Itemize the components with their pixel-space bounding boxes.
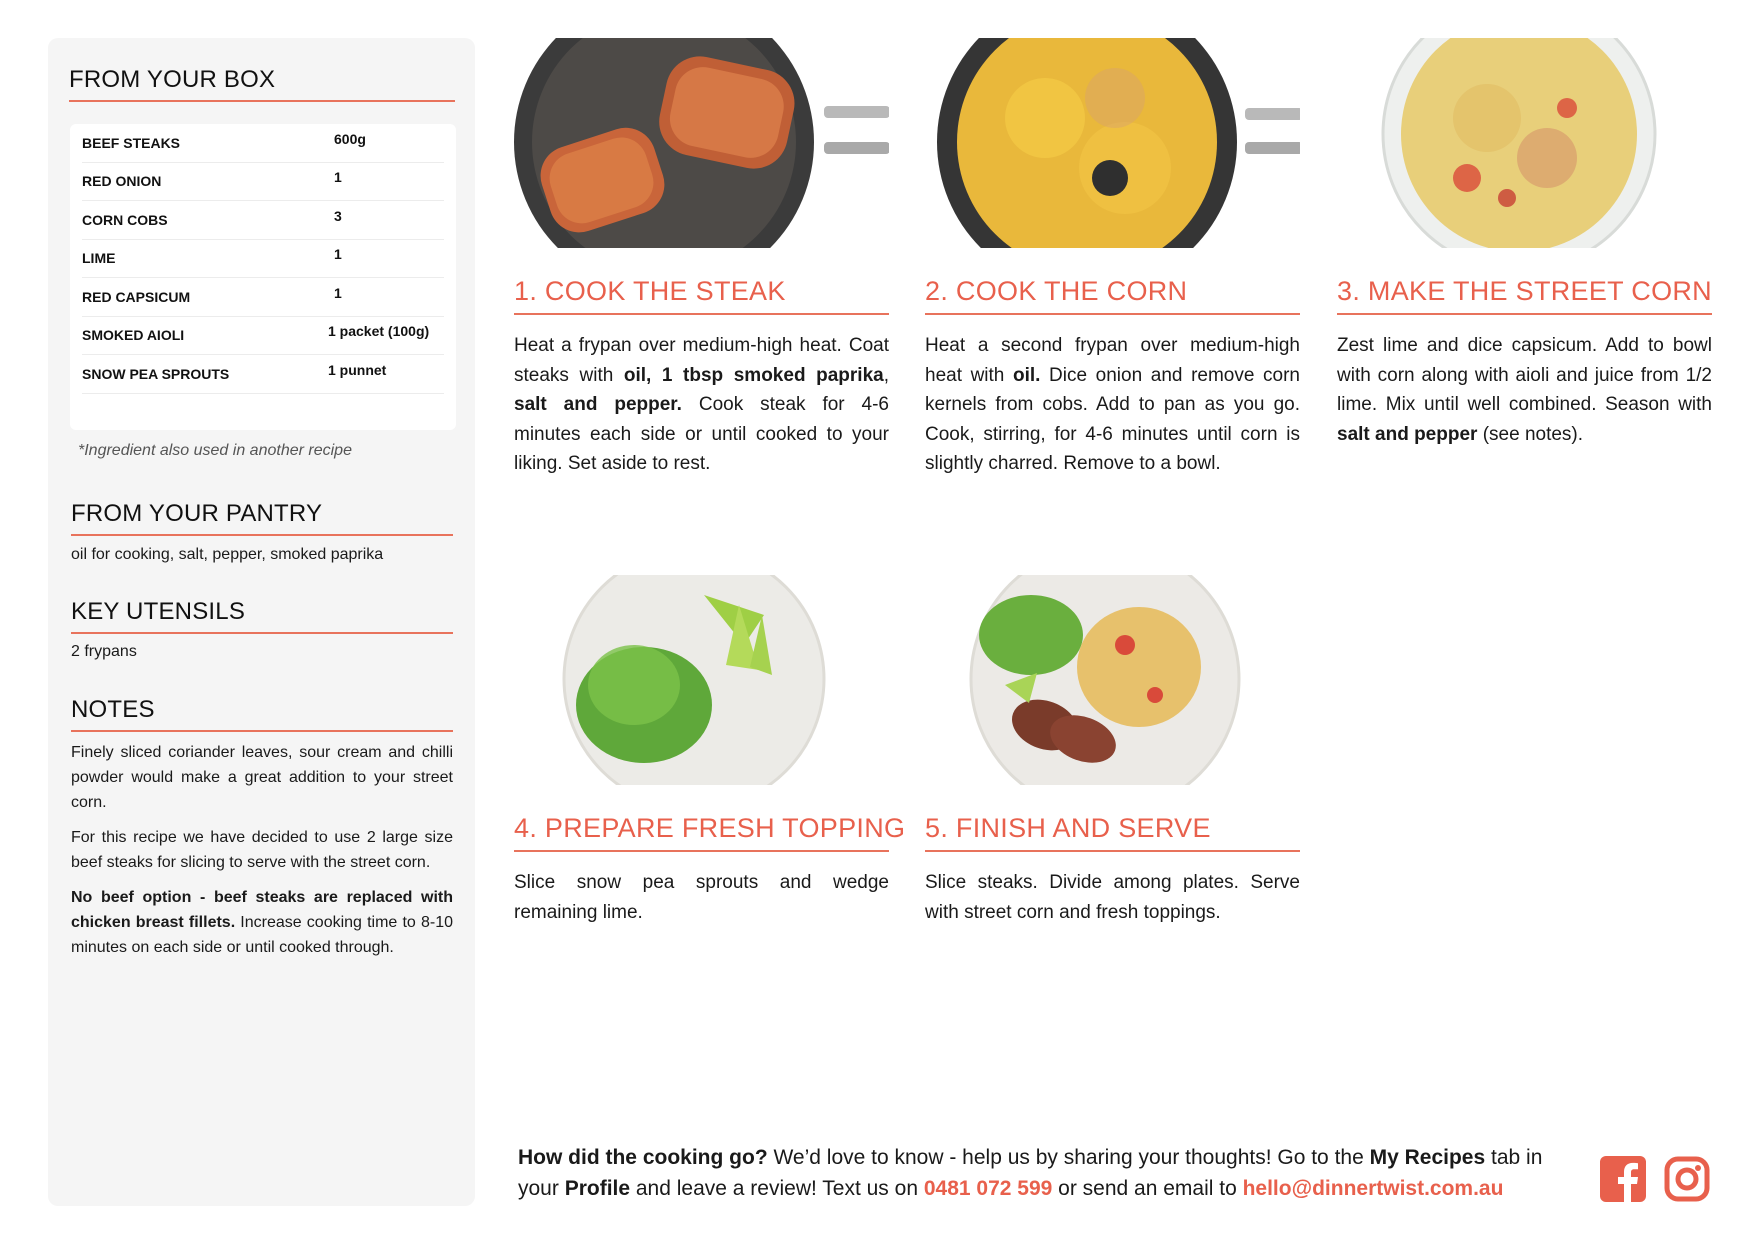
ingredient-name: BEEF STEAKS (82, 134, 181, 151)
note-bold: No beef option - beef steaks are replaced with chicken breast fillets. (71, 889, 453, 931)
plated-dish-photo (925, 575, 1300, 785)
ingredient-name: CORN COBS (82, 211, 168, 228)
ingredient-qty: 1 (334, 246, 342, 263)
corn-pan-photo (925, 38, 1300, 248)
note-paragraph: Finely sliced coriander leaves, sour cream and chilli powder would make a great addition to your street corn. (71, 744, 453, 811)
step-title: 4. PREPARE FRESH TOPPING (514, 813, 889, 852)
step-3 (1337, 38, 1712, 449)
table-row (82, 240, 444, 279)
step-5 (925, 575, 1300, 927)
ingredient-qty: 1 (334, 284, 342, 301)
profile-link[interactable]: Profile (564, 1177, 631, 1200)
ingredient-name: SNOW PEA SPROUTS (82, 365, 230, 382)
pantry-text: oil for cooking, salt, pepper, smoked paprika (71, 546, 384, 563)
step-1 (514, 38, 889, 479)
ingredient-qty: 3 (334, 207, 342, 224)
table-row (82, 124, 444, 163)
step-instructions: Zest lime and dice capsicum. Add to bowl with corn along with aioli and juice from 1/2 lime. Mix until well combined. Season with salt and pepper (see notes). (1337, 335, 1712, 445)
step-title: 3. MAKE THE STREET CORN (1337, 276, 1712, 315)
step-4 (514, 575, 906, 927)
ingredient-name: SMOKED AIOLI (82, 327, 185, 344)
step-instructions: Heat a frypan over medium-high heat. Coat steaks with oil, 1 tbsp smoked paprika, salt and pepper. Cook steak for 4-6 minutes each side or until cooked to your liking. Set aside to rest. (514, 335, 889, 474)
my-recipes-link[interactable]: My Recipes (1369, 1146, 1486, 1169)
from-your-box-heading: FROM YOUR BOX (69, 66, 455, 102)
table-row (82, 201, 444, 240)
note-paragraph: For this recipe we have decided to use 2 large size beef steaks for slicing to serve with the street corn. (71, 829, 453, 871)
step-instructions: Slice steaks. Divide among plates. Serve with street corn and fresh toppings. (925, 872, 1300, 923)
step-title: 5. FINISH AND SERVE (925, 813, 1300, 852)
ingredient-footnote: *Ingredient also used in another recipe (78, 442, 352, 459)
step-instructions: Slice snow pea sprouts and wedge remaining lime. (514, 872, 889, 923)
sprouts-lime-photo (514, 575, 889, 785)
step-title: 1. COOK THE STEAK (514, 276, 889, 315)
ingredient-qty: 1 packet (100g) (328, 323, 430, 340)
ingredient-qty: 1 (334, 169, 342, 186)
facebook-icon[interactable] (1600, 1156, 1646, 1202)
table-row (82, 355, 444, 394)
feedback-footer: How did the cooking go? We’d love to know - help us by sharing your thoughts! Go to the My Recipes tab in your Profile and leave a review! Text us on 0481 072 599 or send an email to hello@dinnertwist.com.au (518, 1146, 1543, 1200)
ingredients-table (70, 124, 456, 430)
notes-body (71, 740, 453, 970)
steak-pan-photo (514, 38, 889, 248)
from-your-pantry-heading: FROM YOUR PANTRY (71, 500, 453, 536)
notes-heading: NOTES (71, 696, 453, 732)
table-row (82, 278, 444, 317)
street-corn-bowl-photo (1337, 38, 1712, 248)
instagram-icon[interactable] (1664, 1156, 1710, 1202)
email-link[interactable]: hello@dinnertwist.com.au (1242, 1177, 1504, 1200)
feedback-question: How did the cooking go? (518, 1146, 768, 1169)
note-text: Increase cooking time to 8-10 minutes on each side or until cooked through. (71, 914, 453, 956)
ingredient-qty: 600g (334, 130, 366, 147)
ingredient-name: RED ONION (82, 173, 162, 190)
utensils-text: 2 frypans (71, 643, 137, 660)
ingredients-sidebar (48, 38, 475, 1206)
phone-link[interactable]: 0481 072 599 (923, 1177, 1053, 1200)
step-2 (925, 38, 1300, 479)
step-instructions: Heat a second frypan over medium-high heat with oil. Dice onion and remove corn kernels from cobs. Add to pan as you go. Cook, stirring, for 4-6 minutes until corn is slightly charred. Remove to a bowl. (925, 335, 1300, 474)
key-utensils-heading: KEY UTENSILS (71, 598, 453, 634)
table-row (82, 317, 444, 356)
ingredient-name: LIME (82, 250, 116, 267)
ingredient-qty: 1 punnet (328, 361, 387, 378)
ingredient-name: RED CAPSICUM (82, 288, 191, 305)
table-row (82, 163, 444, 202)
note-paragraph (71, 885, 453, 960)
step-title: 2. COOK THE CORN (925, 276, 1300, 315)
